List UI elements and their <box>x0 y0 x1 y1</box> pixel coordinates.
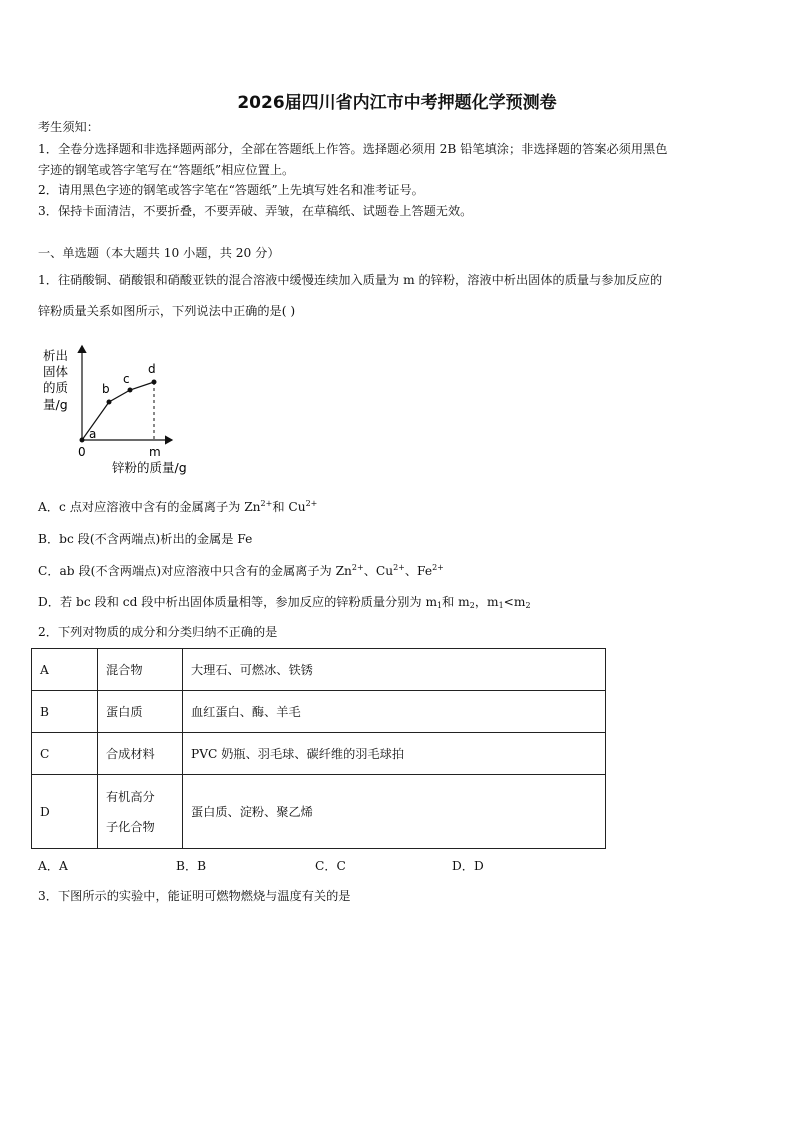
graph-point-b <box>107 400 112 405</box>
table-row <box>32 775 606 849</box>
row-category: 蛋白质 <box>98 691 183 733</box>
q2-option-c: C．C <box>315 859 346 873</box>
q2-option-b: B．B <box>176 859 207 873</box>
row-letter: D <box>32 775 98 849</box>
row-items: 血红蛋白、酶、羊毛 <box>183 691 606 733</box>
graph-ylabel-2: 固体 <box>43 364 69 379</box>
row-category: 混合物 <box>98 649 183 691</box>
row-category-line1: 有机高分 <box>106 789 155 804</box>
q1-stem-line1: 1．往硝酸铜、硝酸银和硝酸亚铁的混合溶液中缓慢连续加入质量为 m 的锌粉，溶液中析出固体的质量与参加反应的 <box>38 273 663 287</box>
notice-item-1: 1．全卷分选择题和非选择题两部分，全部在答题纸上作答。选择题必须用 2B 铅笔填涂；非选择题的答案必须用黑色 <box>38 142 668 156</box>
row-category <box>98 775 183 849</box>
graph-xtick-m: m <box>149 445 161 459</box>
row-category-line2: 子化合物 <box>106 819 155 834</box>
graph-label-c: c <box>123 372 130 386</box>
graph-point-a <box>80 438 85 443</box>
q2-stem: 2．下列对物质的成分和分类归纳不正确的是 <box>38 625 278 639</box>
notice-heading: 考生须知： <box>38 120 99 134</box>
table-row <box>32 733 606 775</box>
row-items: PVC 奶瓶、羽毛球、碳纤维的羽毛球拍 <box>183 733 606 775</box>
q2-table <box>31 648 606 849</box>
q1-graph <box>36 340 216 480</box>
q1-option-b: B．bc 段(不含两端点)析出的金属是 Fe <box>38 532 253 546</box>
graph-point-c <box>128 388 133 393</box>
row-letter: B <box>32 691 98 733</box>
q3-stem: 3．下图所示的实验中，能证明可燃物燃烧与温度有关的是 <box>38 889 351 903</box>
graph-origin-label: 0 <box>78 445 86 459</box>
table-row <box>32 649 606 691</box>
section-heading: 一、单选题（本大题共 10 小题，共 20 分） <box>38 246 280 260</box>
notice-item-3: 3．保持卡面清洁，不要折叠，不要弄破、弄皱，在草稿纸、试题卷上答题无效。 <box>38 204 473 218</box>
row-letter: A <box>32 649 98 691</box>
notice-item-2: 2．请用黑色字迹的钢笔或答字笔在“答题纸”上先填写姓名和准考证号。 <box>38 183 424 197</box>
graph-point-d <box>152 380 157 385</box>
q2-option-d: D．D <box>452 859 484 873</box>
graph-label-b: b <box>102 382 110 396</box>
page-title: 2026届四川省内江市中考押题化学预测卷 <box>237 93 557 113</box>
row-items: 蛋白质、淀粉、聚乙烯 <box>183 775 606 849</box>
q1-stem-line2: 锌粉质量关系如图所示，下列说法中正确的是( ) <box>38 304 296 318</box>
graph-label-a: a <box>89 427 97 441</box>
table-row <box>32 691 606 733</box>
q2-option-a: A．A <box>38 859 68 873</box>
q1-option-c: C．ab 段(不含两端点)对应溶液中只含有的金属离子为 $Zn^{2+}$、$Cu^{2+}$、$Fe^{2+}$ <box>38 563 444 578</box>
row-letter: C <box>32 733 98 775</box>
row-items: 大理石、可燃冰、铁锈 <box>183 649 606 691</box>
graph-label-d: d <box>148 362 156 376</box>
graph-ylabel-3: 的质 <box>43 380 69 395</box>
q1-option-a: A．c 点对应溶液中含有的金属离子为 $Zn^{2+}$和 $Cu^{2+}$ <box>38 499 318 514</box>
notice-item-1-cont: 字迹的钢笔或答字笔写在“答题纸”相应位置上。 <box>38 163 295 177</box>
graph-xlabel: 锌粉的质量/g <box>112 460 187 475</box>
row-category: 合成材料 <box>98 733 183 775</box>
graph-ylabel-1: 析出 <box>43 348 69 363</box>
q1-option-d: D．若 bc 段和 cd 段中析出固体质量相等，参加反应的锌粉质量分别为 $m_1$和 $m_2$，$m_1<m_2$ <box>38 595 531 610</box>
graph-ylabel-4: 量/g <box>43 397 68 412</box>
